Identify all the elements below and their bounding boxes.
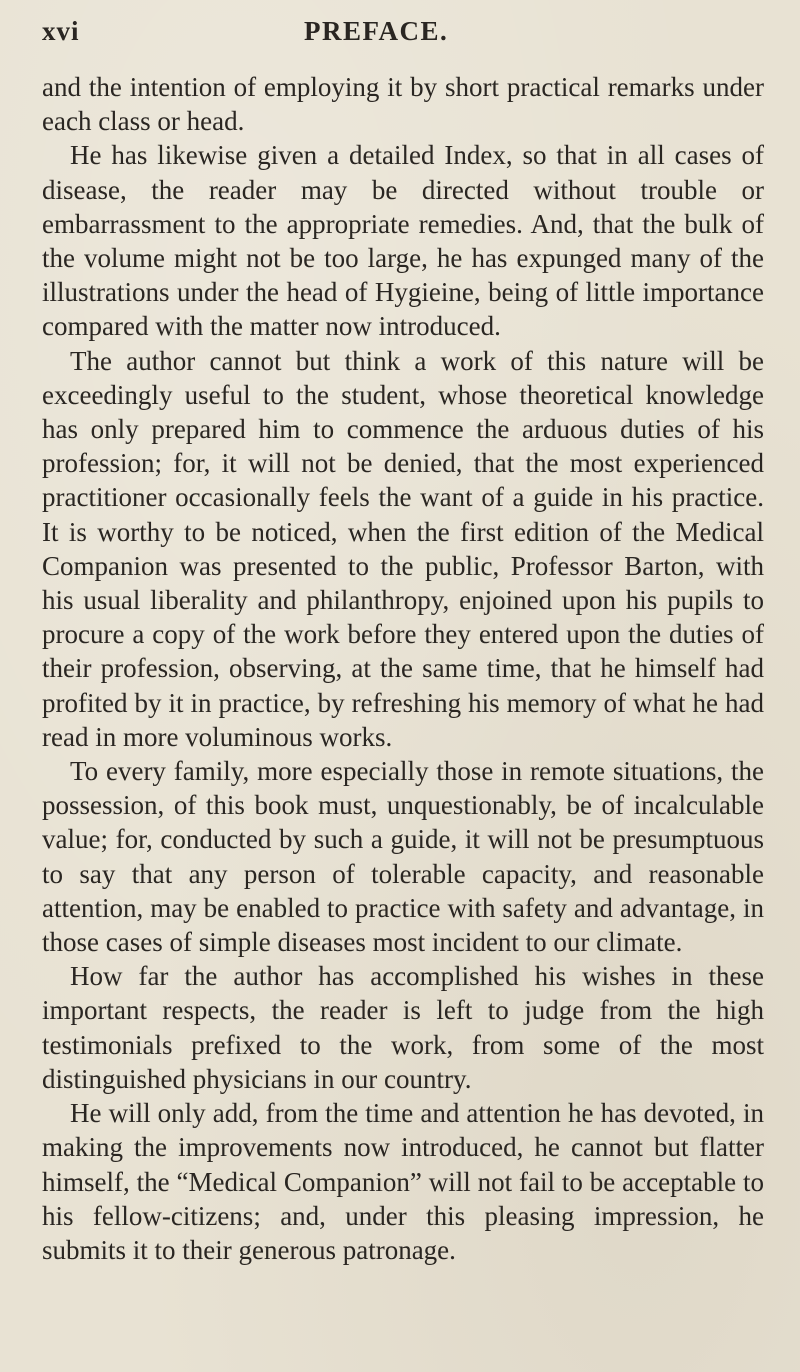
paragraph-families: To every family, more especially those in remote situations, the possession, of this book must, unquestionably, be of incalculable value; for, conducted by such a guide, it will not be presumptuous to say that any person of tolerable capacity, and reasonable attention, may be enabled to practice with safety and advantage, in those cases of simple diseases most incident to our climate. — [42, 756, 764, 958]
running-head — [42, 16, 758, 50]
page-number: xvi — [42, 16, 80, 46]
preface-body — [42, 70, 764, 1267]
paragraph-continued: and the intention of employing it by short practical remarks under each class or head. — [42, 72, 764, 137]
paragraph-closing: He will only add, from the time and attention he has devoted, in making the improvements now introduced, he cannot but flatter himself, the “Medical Companion” will not fail to be acceptable to his fellow-citizens; and, under this pleasing impression, he submits it to their generous patronage. — [42, 1098, 764, 1265]
paragraph-index: He has likewise given a detailed Index, so that in all cases of disease, the reader may be directed without trouble or embarrassment to the appropriate remedies. And, that the bulk of the volume might not be too large, he has expunged many of the illustrations under the head of Hygieine, being of little importance compared with the matter now introduced. — [42, 140, 764, 342]
paragraph-testimonials: How far the author has accomplished his wishes in these important respects, the reader is left to judge from the high testimonials prefixed to the work, from some of the most distinguished physicians in our country. — [42, 961, 764, 1094]
running-title: PREFACE. — [304, 16, 449, 46]
paragraph-usefulness: The author cannot but think a work of this nature will be exceedingly useful to the student, whose theoretical knowledge has only prepared him to commence the arduous duties of his profession; for, it will not be denied, that the most experienced practitioner occasionally feels the want of a guide in his practice. It is worthy to be noticed, when the first edition of the Medical Companion was presented to the public, Professor Barton, with his usual liberality and philanthropy, enjoined upon his pupils to procure a copy of the work before they entered upon the duties of their profession, observing, at the same time, that he himself had profited by it in practice, by refreshing his memory of what he had read in more voluminous works. — [42, 345, 764, 752]
